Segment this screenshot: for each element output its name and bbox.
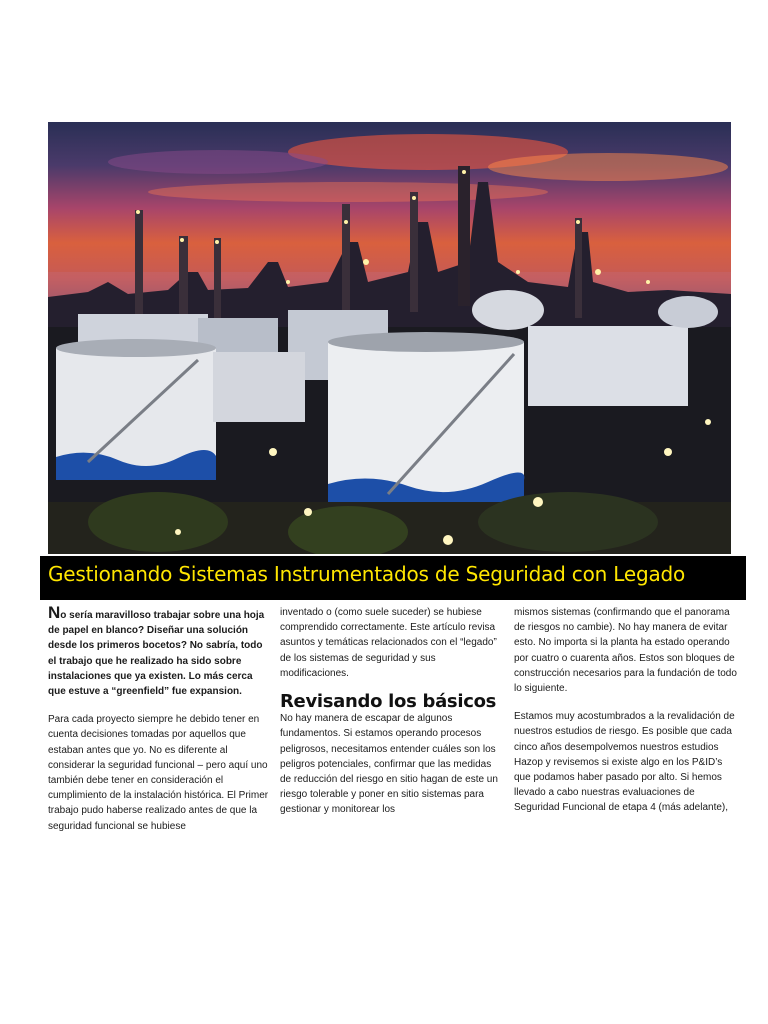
refinery-illustration — [48, 122, 731, 554]
article-title: Gestionando Sistemas Instrumentados de Seguridad con Legado — [48, 562, 686, 586]
intro-text: o sería maravilloso trabajar sobre una hoja de papel en blanco? Diseñar una solución desde los primeros bocetos? No sabría, todo el trabajo que he realizado ha sido sobre instalaciones que ya existen. Lo más cerca que estuve a “greenfield” fue expansion. — [48, 610, 265, 698]
body-paragraph: Estamos muy acostumbrados a la revalidación de nuestros estudios de riesgo. Es posible que cada cinco años desempolvemos nuestros estudios Hazop y revisemos si existe algo en los P&ID’s que podamos haber pasado por alto. Si hemos llevado a cabo nuestras evaluaciones de Seguridad Funcional de etapa 4 (más adelante), — [514, 711, 735, 814]
hero-image — [48, 122, 731, 554]
body-paragraph: No hay manera de escapar de algunos fundamentos. Si estamos operando procesos peligrosos, necesitamos entender cuáles son los peligros potenciales, confirmar que las medidas de reducción del riesgo en sitio hagan de este un riesgo tolerable y poner en sitio sistemas para gestionar y monitorear los — [280, 713, 498, 816]
column-1 — [48, 605, 270, 847]
body-paragraph: mismos sistemas (confirmando que el panorama de riesgos no cambie). No hay manera de evitar esto. No importa si la planta ha estado operando por cuatro o cuarenta años. Estos son bloques de construcción necesarios para la fundación de todo lo siguiente. — [514, 607, 737, 695]
column-3 — [514, 605, 738, 829]
body-paragraph: Para cada proyecto siempre he debido tener en cuenta decisiones tomadas por aquellos que estaban antes que yo. No es diferente al considerar la seguridad funcional – pero aquí uno también debe tener en consideración el cumplimiento de la instalación histórica. El Primer trabajo pudo haberse realizado antes de que la seguridad funcional se hubiese — [48, 714, 269, 832]
title-bar — [40, 556, 746, 600]
body-paragraph: inventado o (como suele suceder) se hubiese comprendido correctamente. Este artículo revisa asuntos y temáticas relacionados con el “legado” de los sistemas de seguridad y sus modificaciones. — [280, 607, 497, 679]
intro-paragraph — [48, 605, 270, 699]
section-heading: Revisando los básicos — [280, 691, 497, 713]
column-2 — [280, 605, 504, 831]
drop-cap: N — [48, 603, 61, 622]
